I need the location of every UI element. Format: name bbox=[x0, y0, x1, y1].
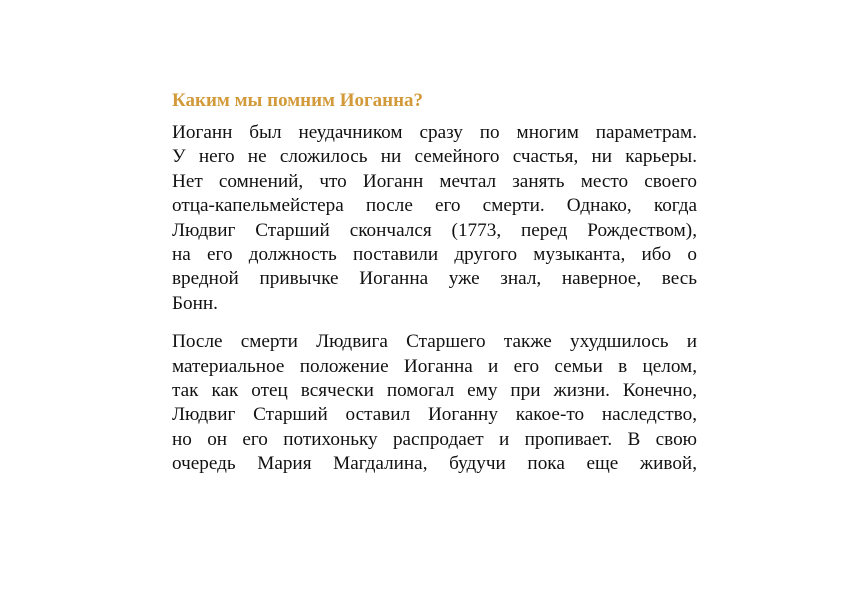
paragraph-line: Нет сомнений, что Иоганн мечтал занять место своего bbox=[172, 170, 697, 192]
paragraph-line: Бонн. bbox=[172, 292, 218, 314]
paragraph-line: очередь Мария Магдалина, будучи пока еще живой, bbox=[172, 453, 697, 475]
paragraph-line: Людвиг Старший скончался (1773, перед Рождеством), bbox=[172, 219, 697, 241]
section-heading: Каким мы помним Иоганна? bbox=[172, 90, 424, 111]
paragraph-line: материальное положение Иоганна и его семьи в целом, bbox=[172, 355, 697, 377]
paragraph-2 bbox=[172, 330, 697, 476]
paragraph-line: вредной привычке Иоганна уже знал, наверное, весь bbox=[172, 268, 697, 290]
paragraph-line: на его должность поставили другого музыканта, ибо о bbox=[172, 244, 697, 266]
paragraph-line: У него не сложилось ни семейного счастья, ни карьеры. bbox=[172, 146, 697, 168]
page-content bbox=[172, 89, 697, 477]
paragraph-line: Людвиг Старший оставил Иоганну какое-то наследство, bbox=[172, 404, 697, 426]
paragraph-line: отца-капельмейстера после его смерти. Однако, когда bbox=[172, 195, 697, 217]
paragraph-line: так как отец всячески помогал ему при жизни. Конечно, bbox=[172, 380, 697, 402]
paragraph-line: но он его потихоньку распродает и пропивает. В свою bbox=[172, 428, 697, 450]
paragraph-line: Иоганн был неудачником сразу по многим параметрам. bbox=[172, 122, 697, 143]
paragraph-line: После смерти Людвига Старшего также ухудшилось и bbox=[172, 331, 697, 353]
paragraph-1 bbox=[172, 121, 697, 316]
